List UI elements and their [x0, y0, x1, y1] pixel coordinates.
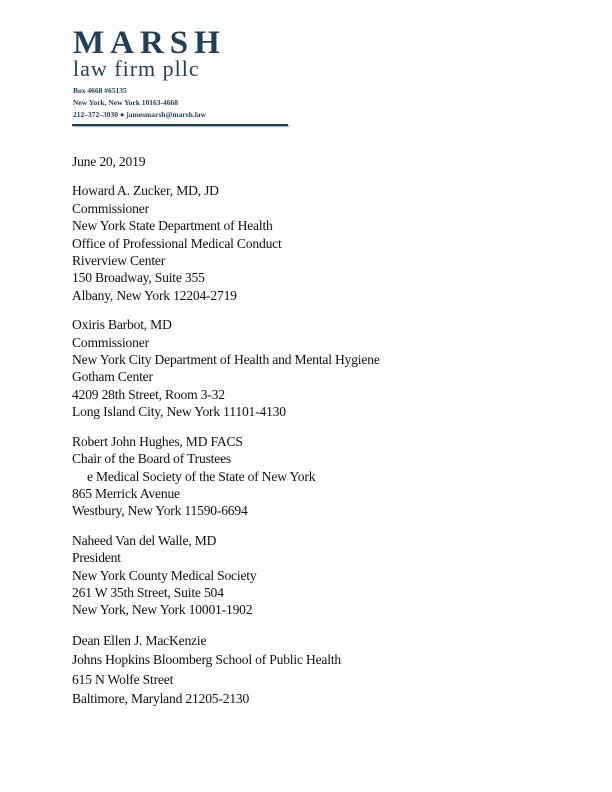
- recipient-block-1: [72, 182, 572, 304]
- recipient-3-org: e Medical Society of the State of New York: [87, 468, 316, 484]
- recipient-1-name: Howard A. Zucker, MD, JD: [72, 183, 219, 199]
- recipient-block-3: [72, 433, 572, 520]
- firm-logo-subtitle: law firm pllc: [73, 56, 200, 81]
- recipient-2-street: 4209 28th Street, Room 3-32: [72, 386, 225, 402]
- letter-body: [72, 153, 572, 721]
- firm-contact-line: 212–372–3030 ● jamesmarsh@marsh.law: [73, 110, 206, 119]
- recipient-block-4: [72, 532, 572, 619]
- recipient-5-city: Baltimore, Maryland 21205-2130: [72, 691, 250, 707]
- recipient-4-org: New York County Medical Society: [72, 567, 257, 583]
- recipient-5-name: Dean Ellen J. MacKenzie: [72, 632, 207, 648]
- recipient-1-street: 150 Broadway, Suite 355: [72, 270, 205, 286]
- recipient-1-office: Office of Professional Medical Conduct: [72, 235, 282, 251]
- recipient-3-street: 865 Merrick Avenue: [72, 485, 180, 501]
- recipient-5-street: 615 N Wolfe Street: [72, 671, 174, 687]
- recipient-1-building: Riverview Center: [72, 253, 166, 269]
- firm-address-line1: Box 4668 #65135: [73, 86, 127, 95]
- recipient-4-title: President: [72, 550, 121, 566]
- recipient-1-title: Commissioner: [72, 200, 149, 216]
- recipient-3-city: Westbury, New York 11590-6694: [72, 503, 248, 519]
- firm-address-line2: New York, New York 10163-4668: [73, 98, 179, 107]
- recipient-5-org: Johns Hopkins Bloomberg School of Public Health: [72, 652, 342, 668]
- firm-logo-name: MARSH: [73, 25, 226, 61]
- recipient-block-2: [72, 316, 572, 420]
- recipient-4-city: New York, New York 10001-1902: [72, 602, 253, 618]
- recipient-2-building: Gotham Center: [72, 369, 153, 385]
- recipient-3-name: Robert John Hughes, MD FACS: [72, 433, 243, 449]
- letter-date: June 20, 2019: [72, 154, 146, 169]
- recipient-2-org: New York City Department of Health and Mental Hygiene: [72, 352, 380, 368]
- recipient-4-name: Naheed Van del Walle, MD: [72, 532, 217, 548]
- firm-contact-block: [73, 85, 289, 121]
- recipient-3-title: Chair of the Board of Trustees: [72, 451, 231, 467]
- recipient-2-title: Commissioner: [72, 334, 149, 350]
- letterhead-divider: [72, 124, 288, 126]
- recipient-1-org: New York State Department of Health: [72, 218, 273, 234]
- recipient-1-city: Albany, New York 12204-2719: [72, 287, 237, 303]
- recipient-block-5: [72, 631, 572, 709]
- recipient-2-name: Oxiris Barbot, MD: [72, 317, 172, 333]
- letterhead: [73, 26, 289, 121]
- recipient-4-street: 261 W 35th Street, Suite 504: [72, 584, 224, 600]
- recipient-2-city: Long Island City, New York 11101-4130: [72, 404, 286, 420]
